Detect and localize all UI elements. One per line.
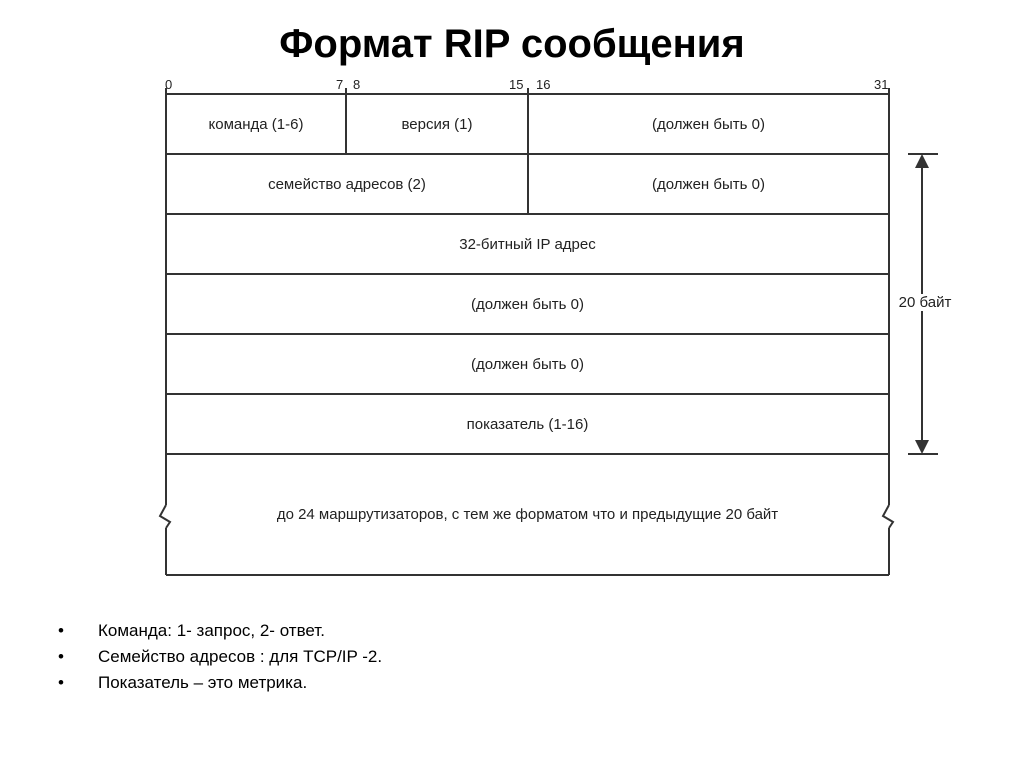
size-label: 20 байт bbox=[890, 294, 960, 311]
slide-title: Формат RIP сообщения bbox=[279, 22, 745, 66]
arrow-down-icon bbox=[915, 440, 929, 454]
field-must-be-zero-2: (должен быть 0) bbox=[652, 175, 765, 193]
bullet-icon: • bbox=[58, 647, 64, 666]
note-text: Показатель – это метрика. bbox=[98, 673, 308, 692]
note-item bbox=[58, 644, 382, 670]
arrow-up-icon bbox=[915, 154, 929, 168]
note-item bbox=[58, 618, 382, 644]
bit-label-7: 7 bbox=[336, 77, 344, 92]
bit-label-16: 16 bbox=[536, 77, 551, 92]
bullet-icon: • bbox=[58, 621, 64, 640]
note-item bbox=[58, 670, 382, 696]
field-must-be-zero-4: (должен быть 0) bbox=[471, 355, 584, 373]
note-text: Команда: 1- запрос, 2- ответ. bbox=[98, 621, 325, 640]
note-text: Семейство адресов : для TCP/IP -2. bbox=[98, 647, 383, 666]
field-must-be-zero-1: (должен быть 0) bbox=[652, 115, 765, 133]
bit-label-0: 0 bbox=[165, 77, 173, 92]
bullet-icon: • bbox=[58, 673, 64, 692]
field-command: команда (1-6) bbox=[208, 115, 304, 133]
bit-label-15: 15 bbox=[509, 77, 524, 92]
field-repeated-routes: до 24 маршрутизаторов, с тем же форматом что и предыдущие 20 байт bbox=[276, 506, 779, 523]
field-ip-address: 32-битный IP адрес bbox=[459, 235, 596, 253]
notes-list bbox=[58, 618, 382, 696]
bit-label-31: 31 bbox=[874, 77, 889, 92]
bit-label-8: 8 bbox=[353, 77, 361, 92]
field-version: версия (1) bbox=[401, 115, 473, 133]
field-must-be-zero-3: (должен быть 0) bbox=[471, 295, 584, 313]
field-address-family: семейство адресов (2) bbox=[268, 175, 426, 193]
field-metric: показатель (1-16) bbox=[466, 415, 589, 433]
